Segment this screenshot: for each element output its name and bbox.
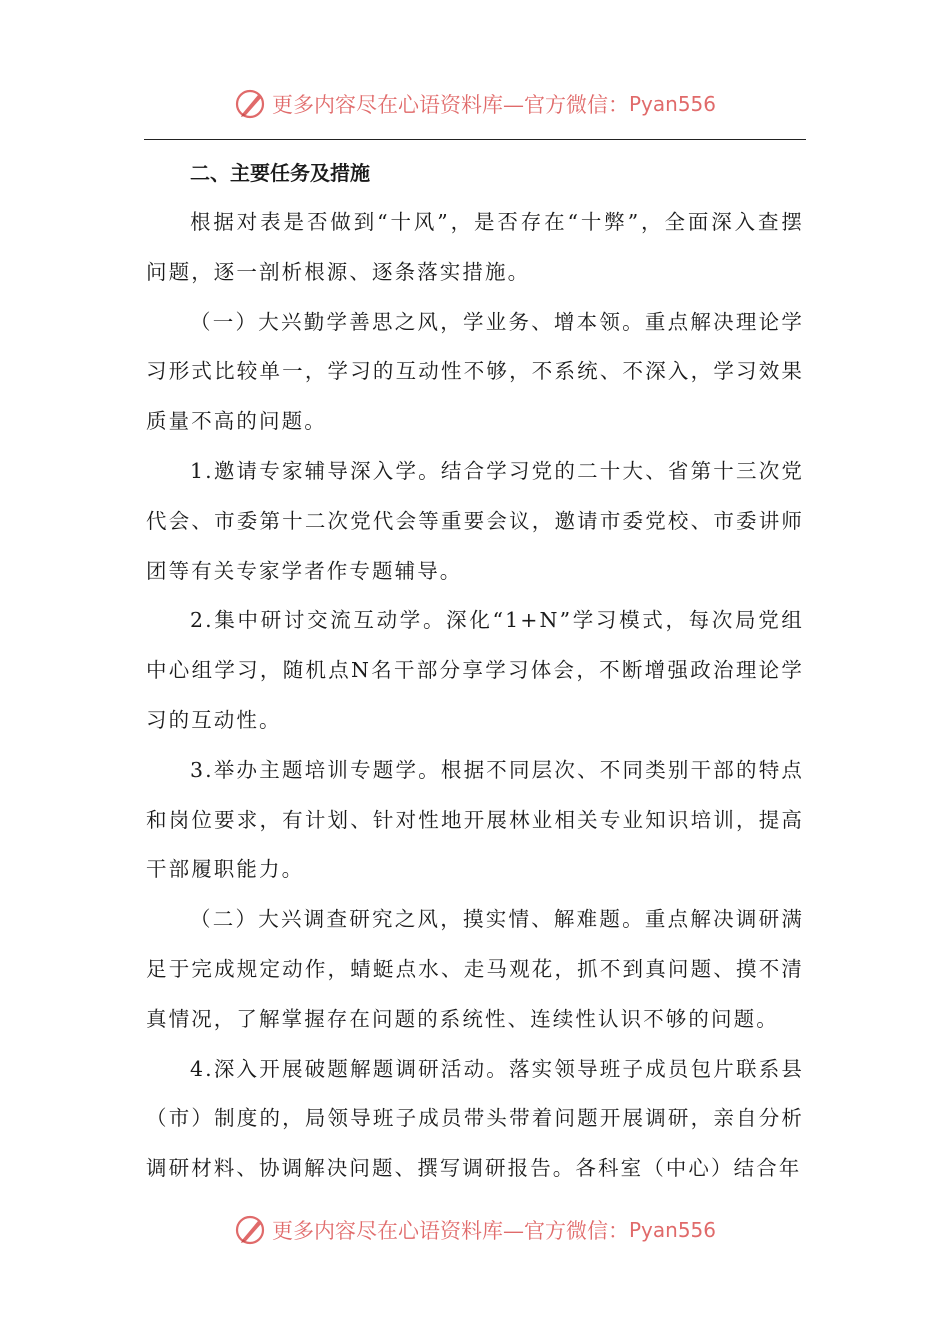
paragraph-item-3: 3.举办主题培训专题学。根据不同层次、不同类别干部的特点和岗位要求，有计划、针对性地开展林业相关专业知识培训，提高干部履职能力。 xyxy=(146,757,804,882)
paragraph-intro: 根据对表是否做到“十风”，是否存在“十弊”，全面深入查摆问题，逐一剖析根源、逐条落实措施。 xyxy=(146,210,804,284)
pen-logo-icon xyxy=(234,1213,268,1247)
watermark-footer xyxy=(0,1210,950,1250)
document-body xyxy=(146,148,804,1194)
header-rule xyxy=(144,139,806,140)
watermark-wechat-id: Pyan556 xyxy=(628,92,716,116)
paragraph-item-1: 1.邀请专家辅导深入学。结合学习党的二十大、省第十三次党代会、市委第十二次党代会等重要会议，邀请市委党校、市委讲师团等有关专家学者作专题辅导。 xyxy=(146,458,804,583)
paragraph-section-2: （二）大兴调查研究之风，摸实情、解难题。重点解决调研满足于完成规定动作，蜻蜓点水、走马观花，抓不到真问题、摸不清真情况，了解掌握存在问题的系统性、连续性认识不够的问题。 xyxy=(146,907,804,1031)
watermark-text: 更多内容尽在心语资料库—官方微信： xyxy=(271,1219,629,1243)
watermark-header xyxy=(0,84,950,124)
paragraph-item-2: 2.集中研讨交流互动学。深化“1+N”学习模式，每次局党组中心组学习，随机点N名干部分享学习体会，不断增强政治理论学习的互动性。 xyxy=(146,608,804,732)
watermark-text: 更多内容尽在心语资料库—官方微信： xyxy=(271,93,629,117)
paragraph-section-1: （一）大兴勤学善思之风，学业务、增本领。重点解决理论学习形式比较单一，学习的互动性不够，不系统、不深入，学习效果质量不高的问题。 xyxy=(146,309,804,434)
section-heading: 二、主要任务及措施 xyxy=(190,161,370,185)
paragraph-item-4: 4.深入开展破题解题调研活动。落实领导班子成员包片联系县（市）制度的，局领导班子成员带头带着问题开展调研，亲自分析调研材料、协调解决问题、撰写调研报告。各科室（中心）结合年 xyxy=(146,1056,804,1181)
watermark-wechat-id: Pyan556 xyxy=(628,1218,716,1242)
pen-logo-icon xyxy=(234,87,268,121)
